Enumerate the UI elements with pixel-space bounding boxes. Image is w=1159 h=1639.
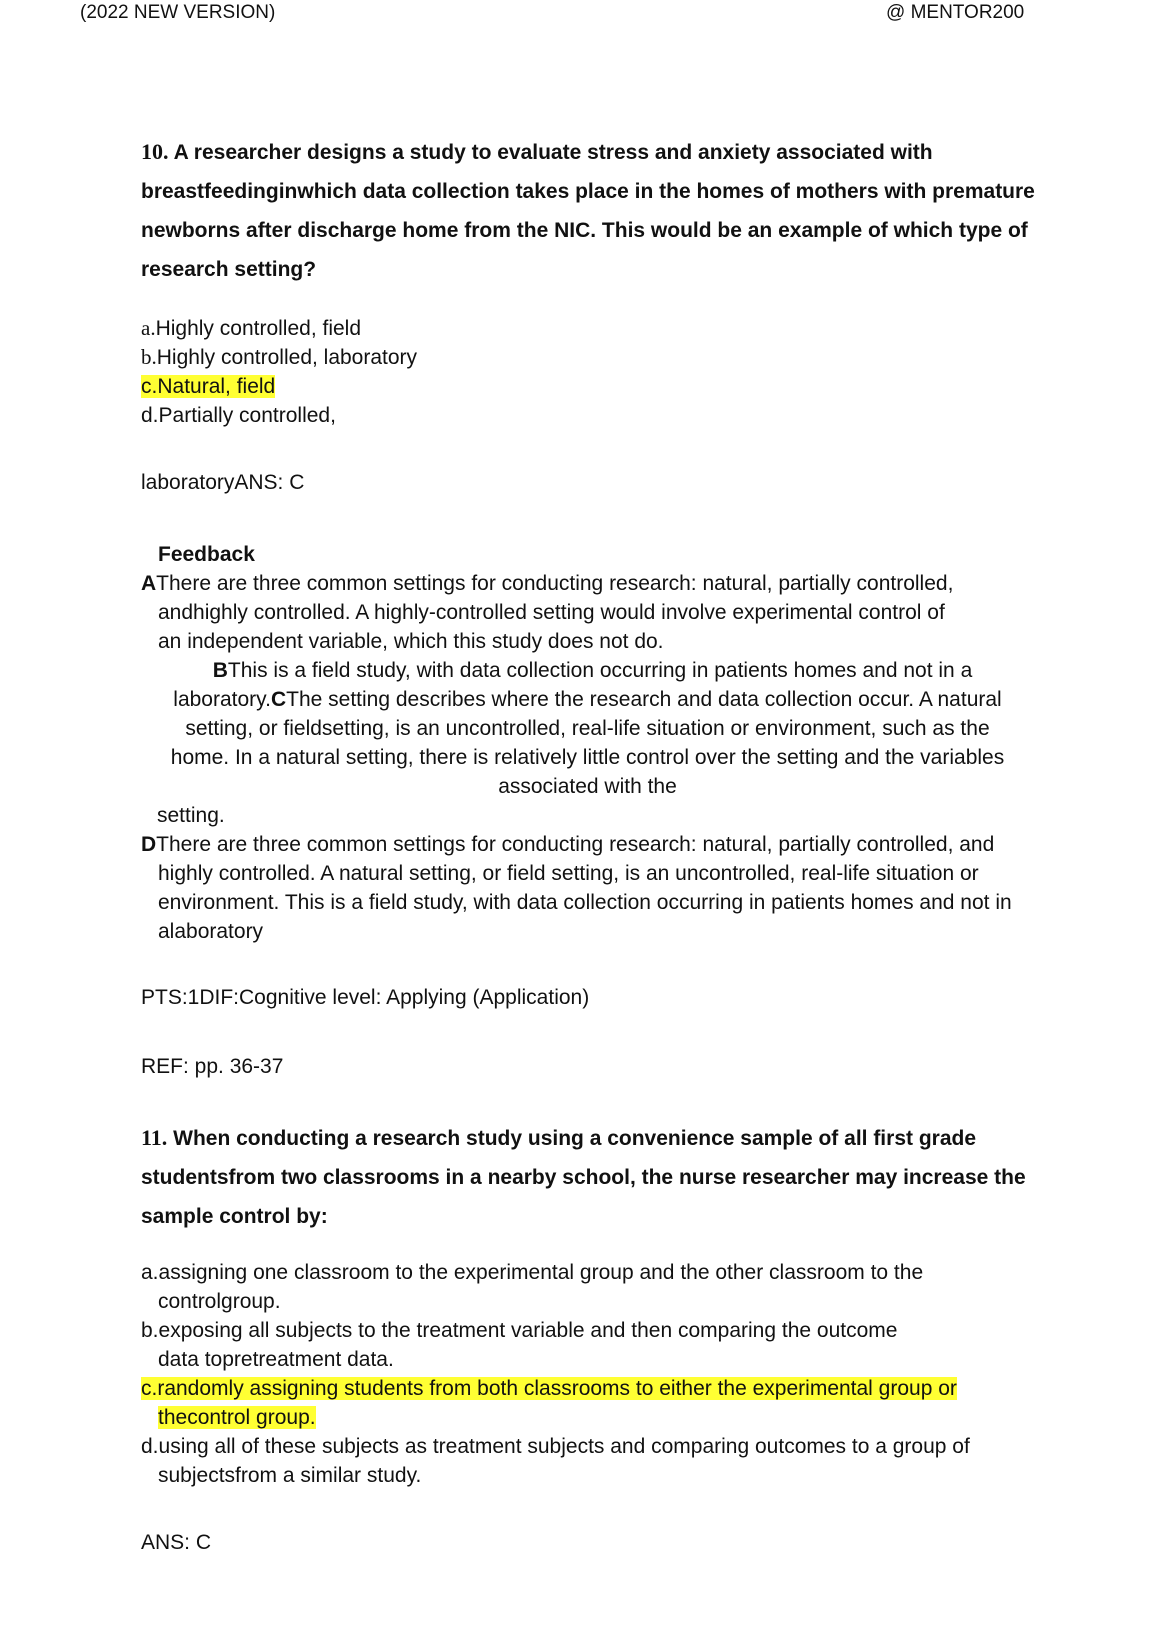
- option-a: a.Highly controlled, field: [141, 316, 362, 340]
- question-10-number: 10.: [141, 139, 169, 164]
- question-11-line-2: studentsfrom two classrooms in a nearby school, the nurse researcher may increase the: [141, 1166, 1026, 1189]
- question-10: [141, 132, 1041, 289]
- option-d: d.using all of these subjects as treatment subjects and comparing outcomes to a group of subjectsfrom a similar study.: [141, 1435, 970, 1487]
- feedback-c-end: setting.: [157, 804, 225, 827]
- question-11-line-3: sample control by:: [141, 1205, 328, 1228]
- question-11-line-1: 11. When conducting a research study using a convenience sample of all first grade: [141, 1125, 977, 1150]
- question-10-pts: PTS:1DIF:Cognitive level: Applying (Application): [141, 986, 590, 1009]
- option-c-correct: c.randomly assigning students from both classrooms to either the experimental group or thecontrol group.: [141, 1377, 957, 1429]
- question-11: [141, 1118, 1041, 1236]
- feedback-title: Feedback: [158, 543, 255, 566]
- header-left: (2022 NEW VERSION): [80, 2, 276, 23]
- header-right: @ MENTOR200: [886, 2, 1025, 23]
- question-10-ref: REF: pp. 36-37: [141, 1055, 284, 1078]
- question-11-options: [141, 1258, 970, 1490]
- question-10-line-3: newborns after discharge home from the NIC. This would be an example of which type of: [141, 219, 1028, 242]
- question-10-answer: laboratoryANS: C: [141, 471, 305, 494]
- question-10-line-4: research setting?: [141, 258, 317, 281]
- feedback-a: AThere are three common settings for conducting research: natural, partially controlled, andhighly controlled. A highly-controlled setting would involve experimental control of an independent variable, which this study does not do.: [141, 572, 954, 653]
- question-10-line-2: breastfeedinginwhich data collection takes place in the homes of mothers with premature: [141, 180, 1035, 203]
- option-c-correct: c.Natural, field: [141, 375, 276, 398]
- question-11-number: 11.: [141, 1125, 168, 1150]
- option-b: b.exposing all subjects to the treatment variable and then comparing the outcome data topretreatment data.: [141, 1319, 898, 1371]
- question-11-answer: ANS: C: [141, 1531, 212, 1554]
- feedback-b-c: BThis is a field study, with data collection occurring in patients homes and not in a laboratory.CThe setting describes where the research and data collection occur. A natural setting, or fieldsetting, is an uncontrolled, real-life situation or environment, such as the home. In a natural setting, there is relatively little control over the setting and the variables associated with the: [170, 659, 1005, 798]
- option-d: d.Partially controlled,: [141, 404, 336, 427]
- option-a: a.assigning one classroom to the experimental group and the other classroom to the controlgroup.: [141, 1261, 924, 1313]
- feedback-d: DThere are three common settings for conducting research: natural, partially controlled, and highly controlled. A natural setting, or field setting, is an uncontrolled, real-life situation or environment. This is a field study, with data collection occurring in patients homes and not in alaboratory: [141, 833, 1012, 943]
- question-10-options: [141, 314, 417, 430]
- question-10-line-1: 10. A researcher designs a study to evaluate stress and anxiety associated with: [141, 139, 933, 164]
- option-b: b.Highly controlled, laboratory: [141, 345, 418, 369]
